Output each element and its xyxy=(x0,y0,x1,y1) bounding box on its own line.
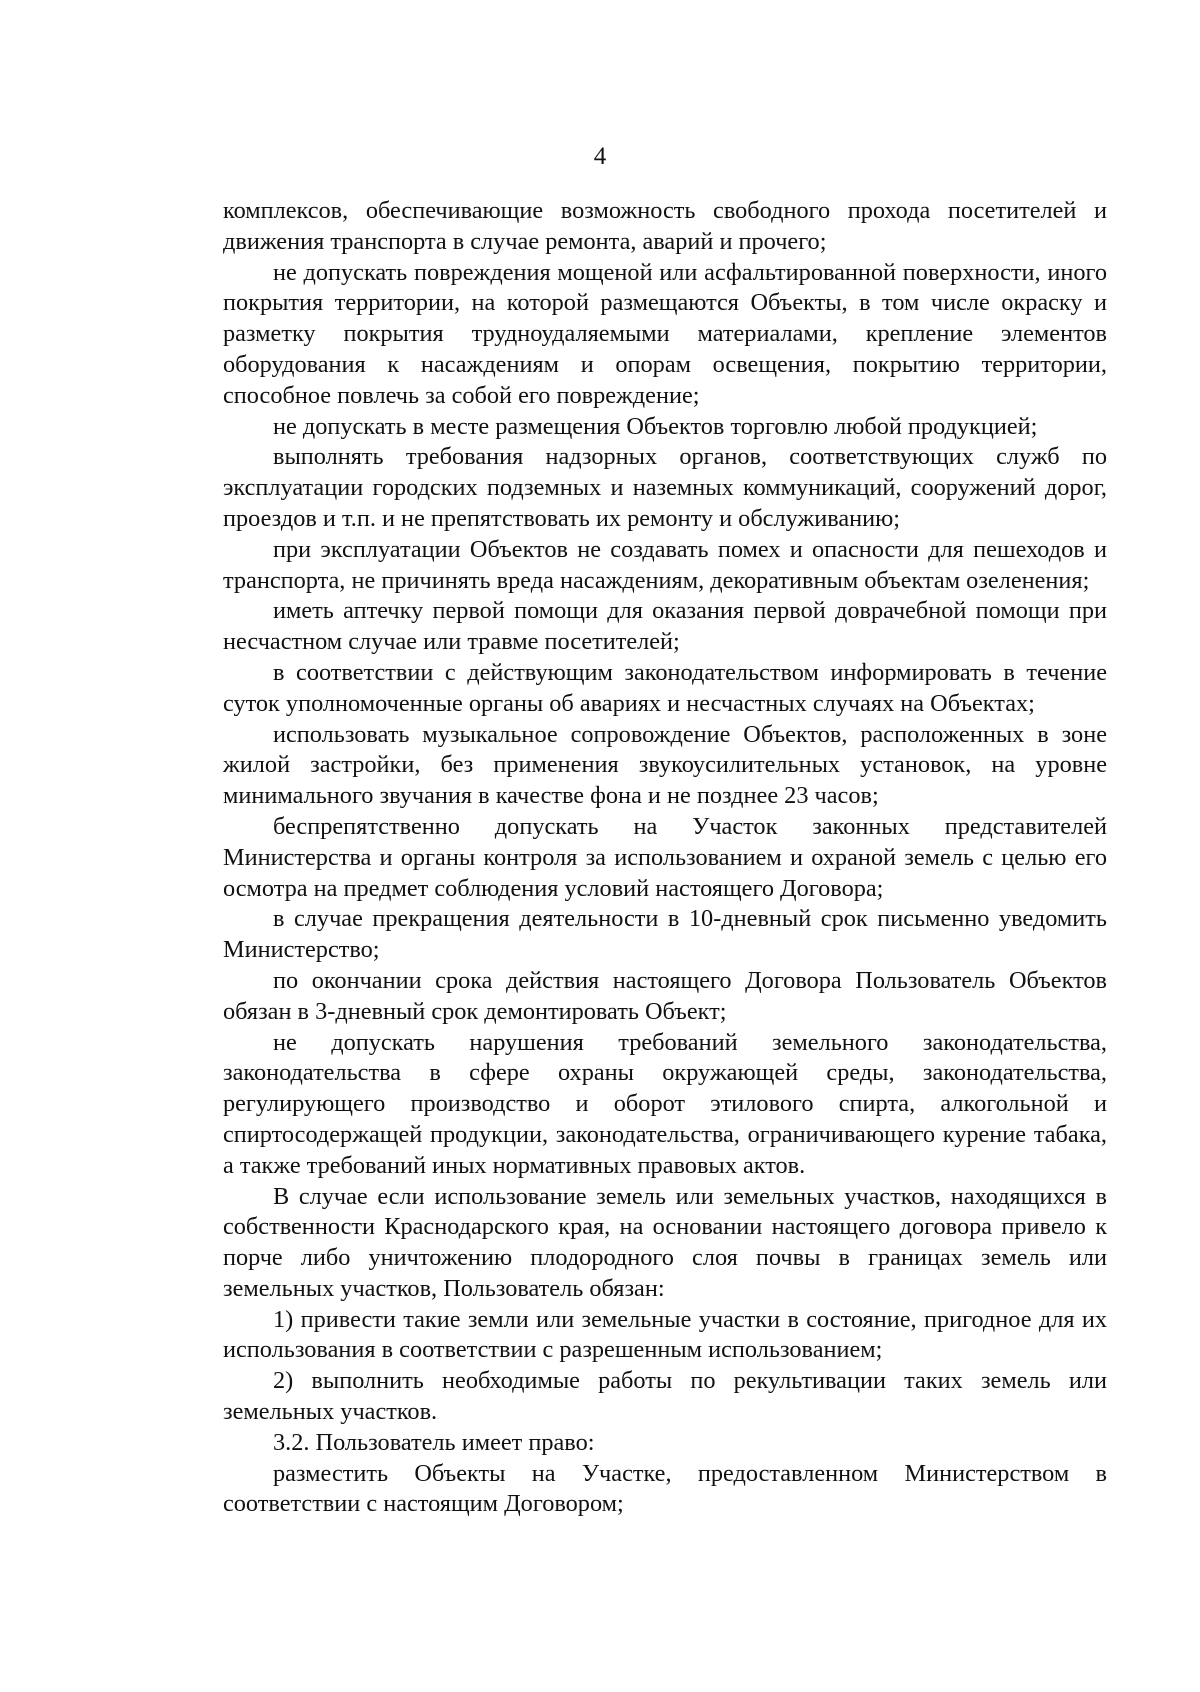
paragraph: выполнять требования надзорных органов, соответствующих служб по эксплуатации городских подземных и наземных коммуникаций, сооружений дорог, проездов и т.п. и не препятствовать их ремонту и обслуживанию; xyxy=(223,443,1107,532)
paragraph: в случае прекращения деятельности в 10-дневный срок письменно уведомить Министерство; xyxy=(223,905,1107,964)
paragraph: не допускать в месте размещения Объектов торговлю любой продукцией; xyxy=(273,412,1038,440)
paragraph: при эксплуатации Объектов не создавать помех и опасности для пешеходов и транспорта, не причинять вреда насаждениям, декоративным объектам озеленения; xyxy=(223,535,1107,594)
paragraph-continuation: комплексов, обеспечивающие возможность свободного прохода посетителей и движения транспорта в случае ремонта, аварий и прочего; xyxy=(223,197,1107,255)
paragraph: В случае если использование земель или земельных участков, находящихся в собственности Краснодарского края, на основании настоящего договора привело к порче либо уничтожению плодородного слоя почвы в границах земель или земельных участков, Пользователь обязан: xyxy=(223,1182,1107,1302)
paragraph: по окончании срока действия настоящего Договора Пользователь Объектов обязан в 3-дневный срок демонтировать Объект; xyxy=(223,966,1107,1025)
page-number: 4 xyxy=(593,143,607,170)
paragraph: иметь аптечку первой помощи для оказания первой доврачебной помощи при несчастном случае или травме посетителей; xyxy=(223,597,1107,656)
section-heading: 3.2. Пользователь имеет право: xyxy=(273,1428,595,1456)
paragraph: в соответствии с действующим законодательством информировать в течение суток уполномоченные органы об авариях и несчастных случаях на Объектах; xyxy=(223,658,1107,717)
paragraph: 2) выполнить необходимые работы по рекультивации таких земель или земельных участков. xyxy=(223,1367,1107,1426)
paragraph: разместить Объекты на Участке, предоставленном Министерством в соответствии с настоящим Договором; xyxy=(223,1459,1107,1518)
document-body xyxy=(223,196,1107,1520)
paragraph: не допускать нарушения требований земельного законодательства, законодательства в сфере охраны окружающей среды, законодательства, регулирующего производство и оборот этилового спирта, алкогольной и спиртосодержащей продукции, законодательства, ограничивающего курение табака, а также требований иных нормативных правовых актов. xyxy=(223,1028,1107,1179)
paragraph: использовать музыкальное сопровождение Объектов, расположенных в зоне жилой застройки, без применения звукоусилительных установок, на уровне минимального звучания в качестве фона и не позднее 23 часов; xyxy=(223,720,1107,810)
paragraph: 1) привести такие земли или земельные участки в состояние, пригодное для их использования в соответствии с разрешенным использованием; xyxy=(223,1305,1107,1364)
paragraph: беспрепятственно допускать на Участок законных представителей Министерства и органы контроля за использованием и охраной земель с целью его осмотра на предмет соблюдения условий настоящего Договора; xyxy=(223,812,1107,902)
paragraph: не допускать повреждения мощеной или асфальтированной поверхности, иного покрытия территории, на которой размещаются Объекты, в том числе окраску и разметку покрытия трудноудаляемыми материалами, крепление элементов оборудования к насаждениям и опорам освещения, покрытию территории, способное повлечь за собой его повреждение; xyxy=(223,258,1107,409)
